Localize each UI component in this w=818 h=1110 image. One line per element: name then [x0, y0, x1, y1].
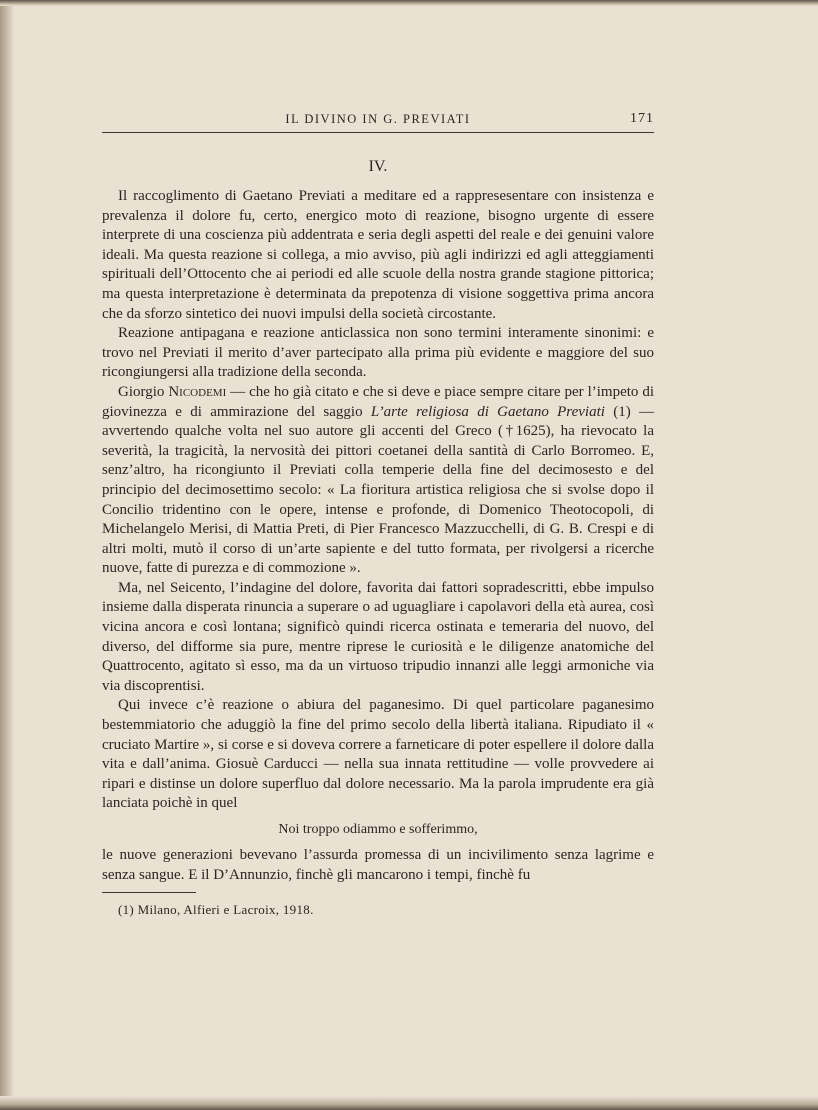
paragraph-1: Il raccoglimento di Gaetano Previati a meditare ed a rappresesentare con insistenza e prevalenza il dolore fu, certo, energico moto di reazione, bisogno urgente di essere interprete di una coscienza più addentrata e seria degli aspetti del reale e dei genuini valore ideali. Ma questa reazione si collega, a mio avviso, più agli indirizzi ed agli atteggiamenti spirituali dell’Ottocento che ai periodi ed alle scuole della nostra grande stagione pittorica; ma questa interpretazione è determinata da prepotenza di visione soggettiva prima ancora che da sforzo sintetico dei nuovi impulsi della società circostante. — [102, 188, 654, 322]
verse-quote: Noi troppo odiammo e sofferimmo, — [278, 822, 478, 837]
page-binding-shadow — [0, 0, 14, 1110]
paragraph-3-text: — che ho già citato e che si deve e piace sempre citare per l’impeto di giovinezza e di ammirazione del saggio — [102, 383, 655, 420]
page-number: 171 — [630, 111, 654, 126]
running-header — [102, 110, 654, 133]
paragraph-4: Ma, nel Seicento, l’indagine del dolore, favorita dai fattori sopradescritti, ebbe impulso insieme dalla disperata rinuncia a superare o ad uguagliare i capolavori della età aurea, così vicina ancora e così lontana; significò quindi ricerca ostinata e temeraria del nuovo, del diverso, del difforme sia pure, mentre riprese le curiosità e le diligenze anatomiche del Quattrocento, agitato sì esso, ma da un virtuoso tripudio innanzi alle leggi armoniche via via discoprentisi. — [102, 579, 654, 694]
paragraph-3-lead: Giorgio — [118, 383, 165, 400]
paragraph-continuation: le nuove generazioni bevevano l’assurda promessa di un incivilimento senza lagrime e senza sangue. E il D’Annunzio, finchè gli mancarono i tempi, finchè fu — [102, 847, 654, 883]
footnote: (1) Milano, Alfieri e Lacroix, 1918. — [118, 902, 314, 917]
author-name: Nicodemi — [168, 383, 227, 400]
paragraph-2: Reazione antipagana e reazione anticlassica non sono termini interamente sinonimi: e trovo nel Previati il merito d’aver partecipato alla prima più evidente e maggiore del suo ricongiungersi alla tradizione della seconda. — [102, 325, 654, 381]
body-text — [102, 187, 654, 814]
running-title: IL DIVINO IN G. PREVIATI — [285, 112, 471, 126]
paragraph-3 — [102, 383, 654, 579]
footnote-divider — [102, 892, 196, 893]
paragraph-5: Qui invece c’è reazione o abiura del paganesimo. Di quel particolare paganesimo bestemmiatorio che aduggiò la fine del primo secolo della libertà italiana. Ripudiato il « cruciato Martire », si corse e si doveva correre a farneticare di poter espellere il dolore dalla vita e dall’anima. Giosuè Carducci — nella sua innata rettitudine — volle provvedere ai ripari e distinse un dolore superfluo dal dolore necessario. Ma la parola imprudente era già lanciata poichè in quel — [102, 697, 654, 812]
page-top-edge — [0, 0, 818, 6]
continuation-text — [102, 846, 654, 885]
paragraph-3-rest: (1) — avvertendo qualche volta nel suo autore gli accenti del Greco (†1625), ha rievocato la severità, la tragicità, la nervosità dei pittori coetanei della santità di Carlo Borromeo. E, senz’altro, ha ricongiunto il Previati colla temperie della fine del decimosesto e del principio del decimosettimo secolo: « La fioritura artistica religiosa che si svolse dopo il Concilio tridentino con le opere, intense e profonde, di Domenico Theotocopoli, di Michelangelo Merisi, di Mattia Preti, di Pier Francesco Mazzucchelli, di G. B. Crespi e di altri molti, mutò il corso di un’arte sapiente e del tutto formata, per rivolgersi a ricerche nuove, fatte di purezza e di commozione ». — [102, 403, 654, 577]
cited-book-title: L’arte religiosa di Gaetano Previati — [370, 403, 605, 420]
page-bottom-edge — [0, 1096, 818, 1110]
section-heading: IV. — [368, 158, 388, 175]
